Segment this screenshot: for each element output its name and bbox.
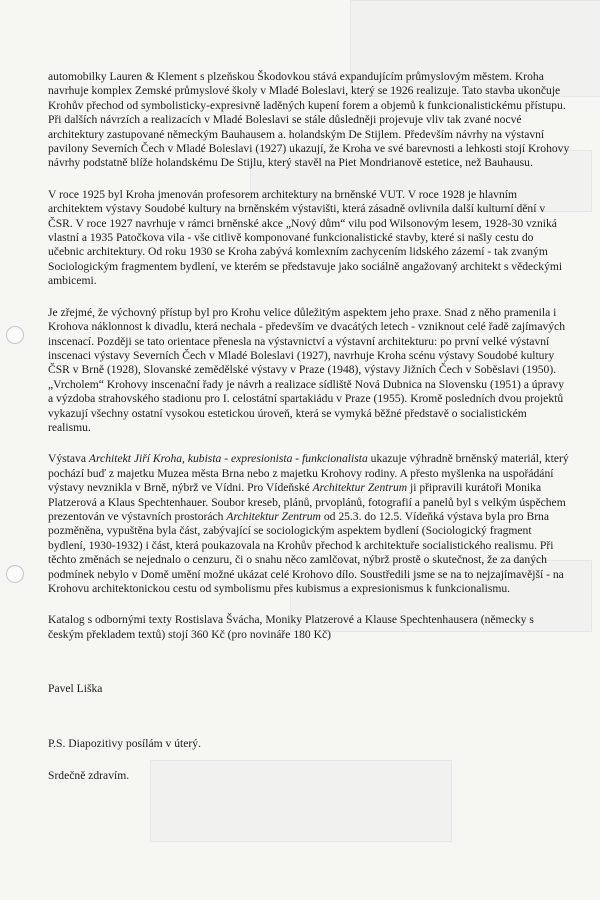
punch-hole-icon	[6, 326, 24, 344]
venue-name: Architektur Zentrum	[226, 509, 321, 523]
letter-body	[48, 70, 570, 800]
punch-hole-icon	[6, 565, 24, 583]
postscript: P.S. Diapozitivy posílám v úterý.	[48, 736, 201, 750]
signature-name: Pavel Liška	[48, 682, 103, 696]
paragraph-exhibition-info	[48, 452, 570, 596]
venue-name: Architektur Zentrum	[312, 481, 408, 495]
closing-greeting: Srdečně zdravím.	[48, 769, 130, 783]
exhibition-intro-text: Výstava	[48, 452, 89, 466]
paragraph-kroha-exhibitions: Je zřejmé, že výchovný přístup byl pro Krohu velice důležitým aspektem jeho praxe. Snad z něho pramenila i Krohova náklonnost k divadlu, která nechala - především ve dvacátých letech - vzniknout celé řadě zajímavých inscenací. Později se tato orientace přenesla na výstavnictví a výstavní architekturu: po první velké výstavní inscenaci výstavy Severních Čech v Mladé Boleslavi (1927), navrhuje Kroha scénu výstavy Soudobé kultury ČSR v Brně (1928), Slovanské zemědělské výstavy v Praze (1948), výstavy Jižních Čech v Soběslavi (1950). „Vrcholem“ Krohovy inscenační řady je návrh a realizace sídliště Nová Dubnica na Slovensku (1951) a úpravy a výzdoba strahovského stadionu pro I. celostátní spartakiádu v Praze (1955). Kromě posledních dvou projektů vykazují všechny ostatní vysokou estetickou úroveň, která se vymyká běžné představě o socialistickém realismu.	[48, 305, 566, 434]
paragraph-catalog: Katalog s odbornými texty Rostislava Švácha, Moniky Platzerové a Klause Spechtenhausera (německy s českým překladem textů) stojí 360 Kč (pro novináře 180 Kč)	[48, 613, 534, 641]
exhibition-text: ji připravili kurátoři Monika Platzerová a Klaus Spechtenhauer. Soubor kreseb, plánů, prvoplánů, fotografií a panelů byl s velkým úspěchem prezentován ve výstavních prostorách	[48, 481, 566, 523]
paragraph-kroha-brno: V roce 1925 byl Kroha jmenován profesorem architektury na brněnské VUT. V roce 1928 je hlavním architektem výstavy Soudobé kultury na brněnském výstavišti, která zásadně ovlivnila další kulturní dění v ČSR. V roce 1927 navrhuje v rámci brněnské akce „Nový dům“ vilu pod Wilsonovým lesem, 1928-30 vzniká vlastní a 1935 Patočkova vila - vše citlivě komponované funkcionalistické stavby, které si našly cestu do učebnic architektury. Od roku 1930 se Kroha zabývá komlexním zachycením lidského zázemí - tak zvaným Sociologickým fragmentem bydlení, ve kterém se představuje jako sociálně angažovaný architekt s vědeckými ambicemi.	[48, 187, 563, 288]
exhibition-text: ukazuje výhradně brněnský materiál, který pochází buď z majetku Muzea města Brna nebo z majetku Krohovy rodiny. A přesto myšlenka na uspořádání výstavy nevznikla v Brně, nýbrž ve Vídni. Pro Vídeňské	[48, 452, 569, 495]
exhibition-text: od 25.3. do 12.5. Vídeňká výstava byla pro Brna pozměněna, vypuštěna byla část, zabývající se sociologickým aspektem bydlení (Sociologický fragment bydlení, 1930-1932) i část, která poukazovala na Krohův přechod k architektuře socialistického realismu. Při těchto změnách se nejednalo o cenzuru, či o snahu něco zamlčovat, nýbrž prostě o skutečnost, že za daných podmínek nebylo v Domě umění možné ukázat celé Krohovo dílo. Soustředili jsme se na to nejzajímavější - na Krohovu architektonickou cestu od symbolismu přes kubismus a expresionismus k funkcionalismu.	[48, 509, 564, 595]
exhibition-title: Architekt Jiří Kroha, kubista - expresionista - funkcionalista	[88, 452, 368, 466]
paragraph-kroha-mlada-boleslav: automobilky Lauren & Klement s plzeňskou Škodovkou stává expandujícím průmyslovým městem. Kroha navrhuje komplex Zemské průmyslové školy v Mladé Boleslavi, který se 1926 realizuje. Tato stavba ukončuje Krohův přechod od symbolisticky-expresivně laděných kupení forem a objemů k funkcionalistickému přístupu. Při dalších návrzích a realizacích v Mladé Boleslavi se stále důsledněji projevuje vliv tak zvané nocvé architektury zastupované německým Bauhausem a. holandským De Stijlem. Především návrhy na výstavní pavilony Severních Čech v Mladé Boleslavi (1927) ukazují, že Kroha ve své barevnosti a lehkosti stojí Krohovy návrhy podstatně blíže holandskému De Stijlu, který stavěl na Piet Mondrianově estetice, než Bauhausu.	[48, 70, 570, 170]
